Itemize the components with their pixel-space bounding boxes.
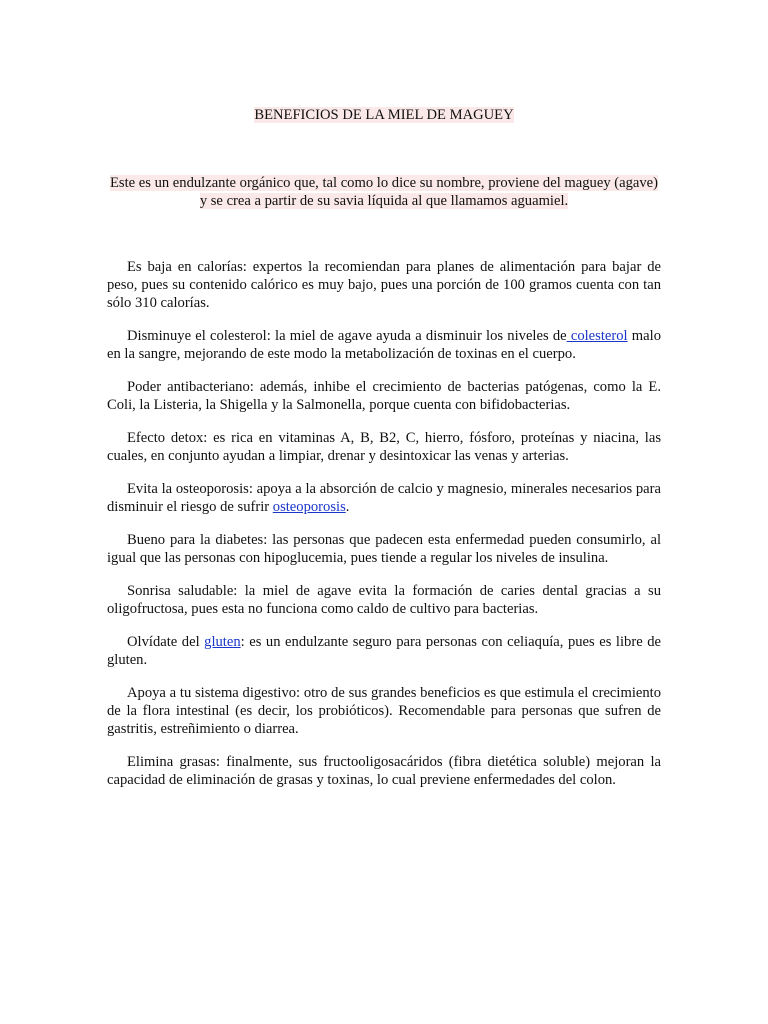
document-title [0,106,768,124]
paragraph-text-before: Olvídate del [127,634,205,650]
colesterol-link[interactable]: colesterol [566,328,628,344]
paragraph-diabetes [107,531,661,567]
paragraph-text: Es baja en calorías: expertos la recomiendan para planes de alimentación para bajar de peso, pues su contenido calórico es muy bajo, pues una porción de 100 gramos cuenta con tan sólo 310 calorías. [107,259,661,311]
paragraph-sonrisa [107,582,661,618]
osteoporosis-link[interactable]: osteoporosis [272,499,346,515]
paragraph-calorias [107,258,661,312]
paragraph-detox [107,429,661,465]
paragraph-text-after: malo en la sangre, mejorando de este modo la metabolización de toxinas en el cuerpo. [107,328,661,362]
document-title-text: BENEFICIOS DE LA MIEL DE MAGUEY [254,107,514,123]
intro-text: Este es un endulzante orgánico que, tal como lo dice su nombre, proviene del maguey (agave) y se crea a partir de su savia líquida al que llamamos aguamiel. [109,175,659,209]
paragraph-text: Bueno para la diabetes: las personas que padecen esta enfermedad pueden consumirlo, al igual que las personas con hipoglucemia, pues tiende a regular los niveles de insulina. [107,532,661,566]
intro-paragraph [107,174,661,210]
paragraph-osteoporosis [107,480,661,516]
document-body [107,258,661,804]
paragraph-text-before: Disminuye el colesterol: la miel de agave ayuda a disminuir los niveles de [127,328,567,344]
gluten-link[interactable]: gluten [204,634,241,650]
paragraph-text: Apoya a tu sistema digestivo: otro de sus grandes beneficios es que estimula el crecimiento de la flora intestinal (es decir, los probióticos). Recomendable para personas que sufren de gastritis, estreñimiento o diarrea. [107,685,661,737]
paragraph-text: Elimina grasas: finalmente, sus fructooligosacáridos (fibra dietética soluble) mejoran la capacidad de eliminación de grasas y toxinas, lo cual previene enfermedades del colon. [107,754,661,788]
paragraph-text: Sonrisa saludable: la miel de agave evita la formación de caries dental gracias a su oligofructosa, pues esta no funciona como caldo de cultivo para bacterias. [107,583,661,617]
paragraph-text: Poder antibacteriano: además, inhibe el crecimiento de bacterias patógenas, como la E. Coli, la Listeria, la Shigella y la Salmonella, porque cuenta con bifidobacterias. [107,379,661,413]
paragraph-digestivo [107,684,661,738]
paragraph-grasas [107,753,661,789]
paragraph-text: Efecto detox: es rica en vitaminas A, B, B2, C, hierro, fósforo, proteínas y niacina, las cuales, en conjunto ayudan a limpiar, drenar y desintoxicar las venas y arterias. [107,430,661,464]
paragraph-text-after: . [345,499,350,515]
paragraph-gluten [107,633,661,669]
paragraph-colesterol [107,327,661,363]
paragraph-text-before: Evita la osteoporosis: apoya a la absorción de calcio y magnesio, minerales necesarios para disminuir el riesgo de sufrir [107,481,661,515]
paragraph-text-after: : es un endulzante seguro para personas con celiaquía, pues es libre de gluten. [107,634,661,668]
paragraph-antibacteriano [107,378,661,414]
